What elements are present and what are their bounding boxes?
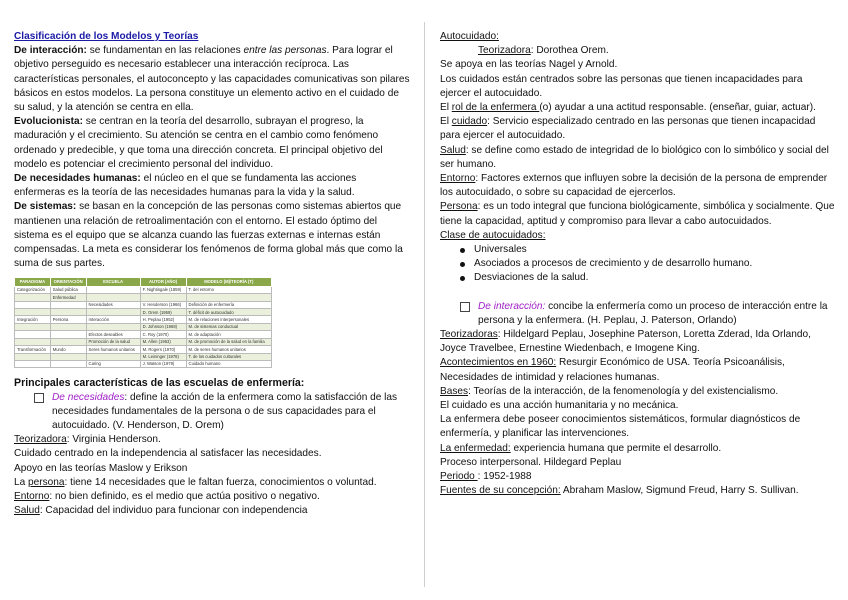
- table-cell: [15, 331, 51, 338]
- table-cell: [140, 294, 186, 301]
- text-line: Se apoya en las teorías Nagel y Arnold.: [440, 59, 618, 71]
- table-cell: M. de relaciones interpersonales: [186, 316, 271, 323]
- list-item-necesidades: De necesidades: define la acción de la enfermera como la satisfacción de las necesidades fundamentales de la persona o de sus capacidades para el autocuidado. (V. Henderson, D. Orem): [14, 391, 410, 434]
- table-cell: Promoción de la salud: [86, 338, 140, 345]
- table-cell: [86, 286, 140, 293]
- table-cell: M. de seres humanos unitarios: [186, 346, 271, 353]
- table-cell: D. Orem (1959): [140, 309, 186, 316]
- table-cell: [50, 360, 86, 367]
- text-line: La enfermera debe poseer conocimientos sistemáticos, formular diagnósticos de enfermería, y planificar las intervenciones.: [440, 414, 801, 440]
- bullet-item: Desviaciones de la salud.: [440, 271, 836, 285]
- paradigm-table: [14, 277, 272, 368]
- table-cell: D. Johnson (1968): [140, 323, 186, 330]
- term-evolucionista: Evolucionista:: [14, 116, 83, 128]
- text-line: Proceso interpersonal. Hildegard Peplau: [440, 456, 622, 468]
- salud-line: Salud: se define como estado de integridad de lo biológico con lo simbólico y social del ser humano.: [440, 144, 829, 170]
- table-cell: [15, 301, 51, 308]
- table-cell: [15, 353, 51, 360]
- table-cell: J. Watson (1979): [140, 360, 186, 367]
- table-row: [15, 316, 272, 323]
- table-cell: M. Leininger (1978): [140, 353, 186, 360]
- persona-line: La persona: tiene 14 necesidades que le faltan fuerza, conocimientos o voluntad.: [14, 476, 377, 488]
- teorizadoras-line: Teorizadoras: Hildelgard Peplau, Josephine Paterson, Loretta Zderad, Ida Orlando, Joyce Travelbee, Ernestine Wiedenbach, e Imogene King.: [440, 329, 811, 355]
- right-column: [440, 30, 836, 499]
- table-row: [15, 294, 272, 301]
- term-necesidades: De necesidades humanas:: [14, 173, 141, 185]
- table-row: [15, 353, 272, 360]
- checkbox-icon: [460, 302, 470, 312]
- teorizadora-line: Teorizadora: Virginia Henderson.: [14, 434, 161, 446]
- table-cell: Transformación: [15, 346, 51, 353]
- table-row: [15, 360, 272, 367]
- acontecimientos-line: Acontecimientos en 1960: Resurgir Económico de USA. Teoría Psicoanálisis, Necesidades de intimidad y relaciones humanas.: [440, 357, 785, 383]
- table-cell: Integración: [15, 316, 51, 323]
- bullet-item: Universales: [440, 243, 836, 257]
- salud-line: Salud: Capacidad del individuo para funcionar con independencia: [14, 505, 308, 517]
- table-cell: [15, 338, 51, 345]
- table-cell: Seres humanos unitarios: [86, 346, 140, 353]
- table-cell: M. Rogers (1970): [140, 346, 186, 353]
- table-cell: [186, 294, 271, 301]
- table-cell: M. de sistemas conductual: [186, 323, 271, 330]
- text-line: El cuidado es una acción humanitaria y no mecánica.: [440, 400, 679, 412]
- table-row: [15, 331, 272, 338]
- checkbox-icon: [34, 393, 44, 403]
- autocuidado-heading: Autocuidado:: [440, 31, 499, 42]
- table-cell: Categorización: [15, 286, 51, 293]
- entorno-line: Entorno: no bien definido, es el medio que actúa positivo o negativo.: [14, 490, 320, 502]
- fuentes-line: Fuentes de su concepción: Abraham Maslow, Sigmund Freud, Harry S. Sullivan.: [440, 485, 799, 497]
- table-header-cell: AUTOR (AÑO): [140, 278, 186, 286]
- enfermedad-line: La enfermedad: experiencia humana que permite el desarrollo.: [440, 442, 722, 454]
- list-item-interaccion: De interacción: concibe la enfermería como un proceso de interacción entre la persona y la enfermera. (H. Peplau, J. Paterson, Orlando): [440, 300, 836, 328]
- table-cell: [15, 309, 51, 316]
- table-cell: [86, 309, 140, 316]
- bullet-item: Asociados a procesos de crecimiento y de desarrollo humano.: [440, 257, 836, 271]
- paragraph-necesidades: De necesidades humanas: el núcleo en el que se fundamenta las acciones enfermeras es la teoría de las necesidades humanas para la vida y la salud.: [14, 173, 357, 199]
- table-cell: [50, 301, 86, 308]
- table-cell: Salud pública: [50, 286, 86, 293]
- table-cell: [86, 294, 140, 301]
- table-header-row: [15, 278, 272, 286]
- table-cell: T. déficit de autocuidado: [186, 309, 271, 316]
- column-divider: [424, 22, 425, 587]
- paragraph-sistemas: De sistemas: se basan en la concepción de las personas como sistemas abiertos que mantienen una relación de retroalimentación con el entorno. El estado óptimo del sistema es el equipo que se alcanza cuando las fuerzas externas e internas están compensadas. La meta es considerar los fenómenos de forma global más que como la suma de sus partes.: [14, 201, 403, 270]
- table-cell: Interacción: [86, 316, 140, 323]
- table-header-cell: ORIENTACIÓN: [50, 278, 86, 286]
- rol-line: El rol de la enfermera (o) ayudar a una actitud responsable. (enseñar, guiar, actuar).: [440, 102, 816, 114]
- table-cell: Efectos deseables: [86, 331, 140, 338]
- table-row: [15, 338, 272, 345]
- table-cell: Persona: [50, 316, 86, 323]
- text-line: Apoyo en las teorías Maslow y Erikson: [14, 462, 188, 474]
- table-cell: [86, 323, 140, 330]
- table-cell: T. del entorno: [186, 286, 271, 293]
- term-sistemas: De sistemas:: [14, 201, 77, 213]
- schools-heading: Principales características de las escuelas de enfermería:: [14, 377, 305, 390]
- table-cell: Mundo: [50, 346, 86, 353]
- table-cell: F. Nightingale (1859): [140, 286, 186, 293]
- left-column: [14, 30, 410, 518]
- teorizadora-line: Teorizadora: Dorothea Orem.: [478, 45, 609, 57]
- entorno-line: Entorno: Factores externos que influyen sobre la decisión de la persona de emprender los autocuidado, o sobre su capacidad de ejercerlos.: [440, 173, 828, 199]
- spacer: [440, 286, 836, 300]
- clase-heading: Clase de autocuidados:: [440, 229, 546, 241]
- table-cell: [15, 323, 51, 330]
- cuidado-line: El cuidado: Servicio especializado centrado en las personas que tienen incapacidad para ejercer el autocuidado.: [440, 116, 816, 142]
- table-cell: Definición de enfermería: [186, 301, 271, 308]
- table-cell: [86, 353, 140, 360]
- table-cell: [50, 309, 86, 316]
- table-cell: [50, 353, 86, 360]
- table-cell: Cuidado humano: [186, 360, 271, 367]
- paragraph-interaccion: De interacción: se fundamentan en las relaciones entre las personas. Para lograr el objetivo perseguido es necesario establecer una interacción recíproca. Las características personales, el autoconcepto y las capacidades comunicativas son pilares básicos en estos modelos. La persona constituye un elemento activo en el cuidado de su salud, y la atención se centra en ella.: [14, 45, 410, 114]
- table-cell: T. de los cuidados culturales: [186, 353, 271, 360]
- table-header-cell: MODELO (M)/TEORÍA (T): [186, 278, 271, 286]
- paragraph-evolucionista: Evolucionista: se centran en la teoría del desarrollo, subrayan el progreso, la maduración y el crecimiento. Su atención se centra en el cambio como fenómeno ordenado y predecible, y que toma una dirección concreta. El principal objetivo del modelo es potenciar el crecimiento personal del individuo.: [14, 116, 383, 170]
- table-cell: V. Henderson (1966): [140, 301, 186, 308]
- table-cell: [50, 331, 86, 338]
- table-cell: [15, 360, 51, 367]
- table-row: [15, 323, 272, 330]
- table-row: [15, 286, 272, 293]
- section-title: Clasificación de los Modelos y Teorías: [14, 31, 199, 42]
- table-cell: Caring: [86, 360, 140, 367]
- text-line: Cuidado centrado en la independencia al satisfacer las necesidades.: [14, 448, 322, 460]
- table-cell: Enfermedad: [50, 294, 86, 301]
- table-row: [15, 301, 272, 308]
- table-cell: M. Allen (1963): [140, 338, 186, 345]
- table-cell: [50, 323, 86, 330]
- table-row: [15, 346, 272, 353]
- table-cell: H. Peplau (1952): [140, 316, 186, 323]
- term-interaccion: De interacción:: [14, 45, 87, 57]
- bases-line: Bases: Teorías de la interacción, de la fenomenología y del existencialismo.: [440, 385, 779, 397]
- table-header-cell: PARADIGMA: [15, 278, 51, 286]
- table-cell: M. de promoción de la salud en la familia: [186, 338, 271, 345]
- table-cell: C. Roy (1970): [140, 331, 186, 338]
- text-line: Los cuidados están centrados sobre las personas que tienen incapacidades para ejercer el autocuidado.: [440, 73, 803, 99]
- table-header-cell: ESCUELA: [86, 278, 140, 286]
- persona-line: Persona: es un todo integral que funciona biológicamente, simbólica y socialmente. Que tiene la capacidad, aptitud y compromiso para llevar a cabo autocuidados.: [440, 201, 835, 227]
- table-cell: [50, 338, 86, 345]
- table-row: [15, 309, 272, 316]
- table-cell: [15, 294, 51, 301]
- periodo-line: Periodo : 1952-1988: [440, 471, 532, 483]
- table-cell: M. de adaptación: [186, 331, 271, 338]
- table-cell: Necesidades: [86, 301, 140, 308]
